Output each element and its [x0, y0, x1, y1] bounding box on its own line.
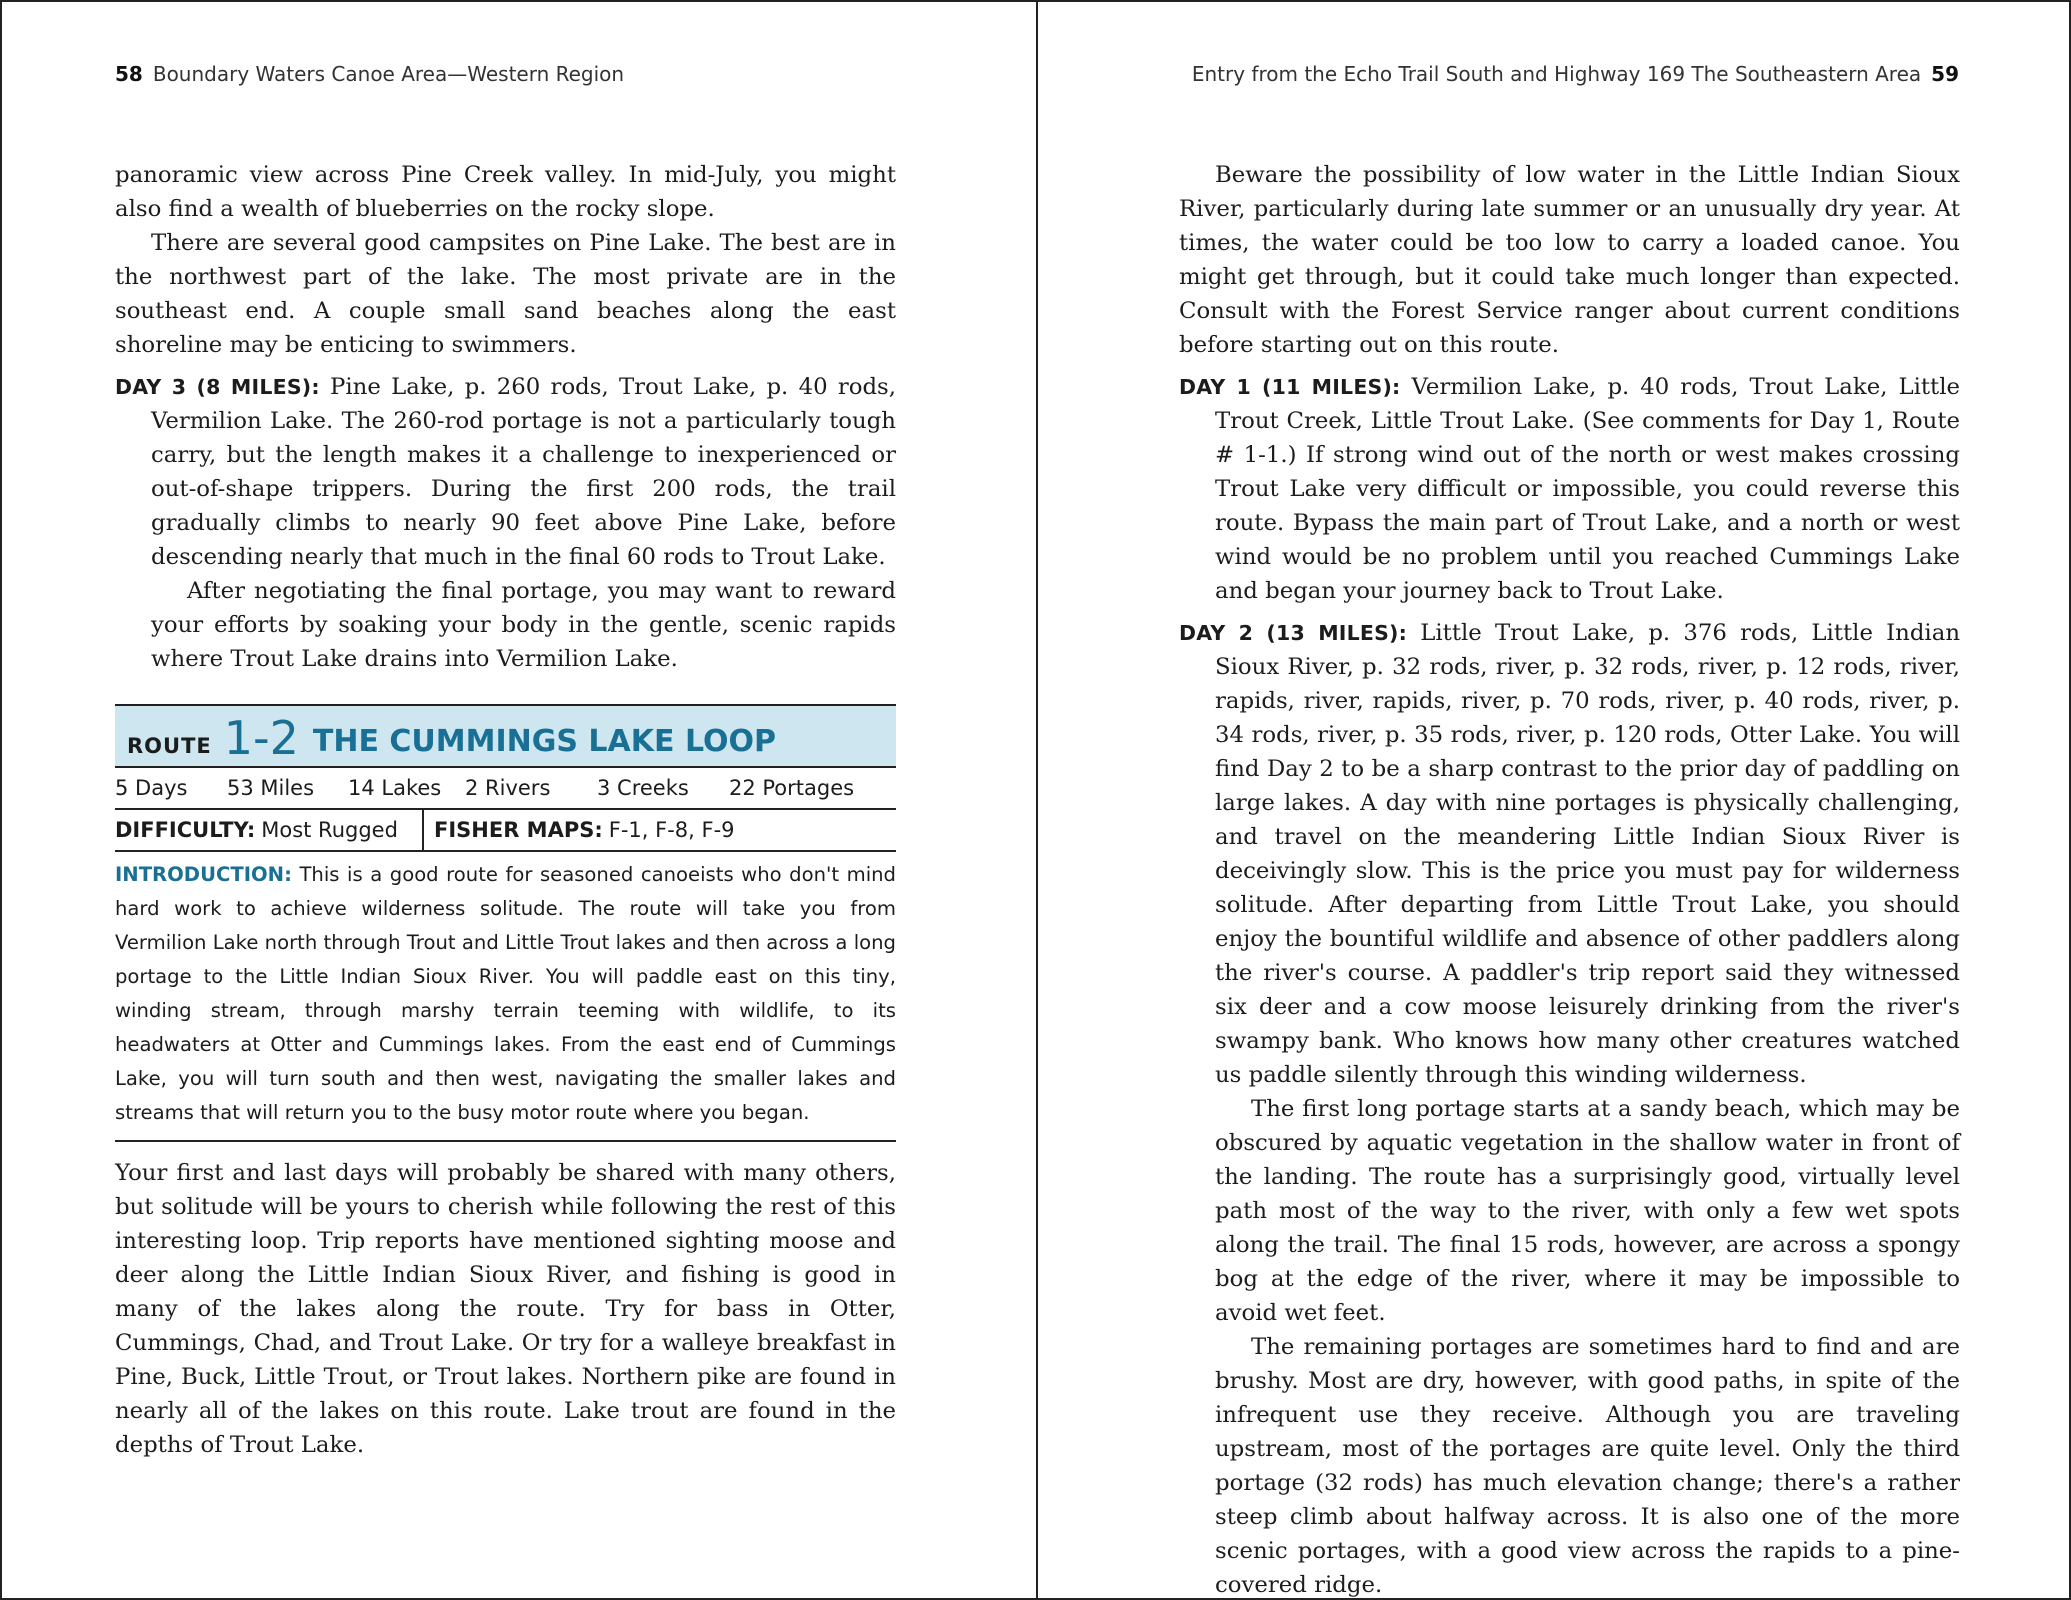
route-number: 1-2: [223, 711, 299, 765]
stat-days: 5 Days: [115, 776, 188, 800]
day-2-entry: [1179, 616, 1960, 1092]
route-stats: [115, 766, 896, 810]
left-opening-text: [115, 158, 896, 362]
route-title-bar: [115, 706, 896, 766]
right-page-number: 59: [1931, 62, 1959, 86]
day-2-label: DAY 2 (13 MILES):: [1179, 621, 1408, 645]
day-3-continuation: [115, 574, 896, 676]
stat-creeks: 3 Creeks: [597, 776, 689, 800]
right-running-head-text: Entry from the Echo Trail South and Highway 169 The Southeastern Area: [1191, 62, 1922, 86]
paragraph: The first long portage starts at a sandy beach, which may be obscured by aquatic vegetation in the shallow water in front of the landing. The route has a surprisingly good, virtually level path most of the way to the river, with only a few wet spots along the trail. The final 15 rods, however, are across a spongy bog at the edge of the river, where it may be impossible to avoid wet feet.: [1215, 1096, 1960, 1326]
left-running-head: [115, 62, 624, 86]
left-closing-text: [115, 1156, 896, 1462]
difficulty-cell: [115, 810, 424, 850]
paragraph: There are several good campsites on Pine Lake. The best are in the northwest part of the lake. The most private are in the southeast end. A couple small sand beaches along the east shoreline may be enticing to swimmers.: [115, 230, 896, 358]
paragraph: Your first and last days will probably be shared with many others, but solitude will be yours to cherish while following the rest of this interesting loop. Trip reports have mentioned sighting moose and deer along the Little Indian Sioux River, and fishing is good in many of the lakes along the route. Try for bass in Otter, Cummings, Chad, and Trout Lake. Or try for a walleye breakfast in Pine, Buck, Little Trout, or Trout lakes. Northern pike are found in nearly all of the lakes on this route. Lake trout are found in the depths of Trout Lake.: [115, 1160, 896, 1458]
day-3-entry: [115, 370, 896, 574]
right-running-head: [1192, 62, 1959, 86]
paragraph: After negotiating the final portage, you may want to reward your efforts by soaking your body in the gentle, scenic rapids where Trout Lake drains into Vermilion Lake.: [151, 578, 896, 672]
day-2-continuation: [1179, 1092, 1960, 1600]
right-text-column: [1179, 158, 1960, 1600]
paragraph: The remaining portages are sometimes hard to find and are brushy. Most are dry, however, with good paths, in spite of the infrequent use they receive. Although you are traveling upstream, most of the portages are quite level. Only the third portage (32 rods) has much elevation change; there's a rather steep climb about halfway across. It is also one of the more scenic portages, with a good view across the rapids to a pine-covered ridge.: [1215, 1334, 1960, 1598]
stat-rivers: 2 Rivers: [465, 776, 551, 800]
left-running-head-text: Boundary Waters Canoe Area—Western Region: [152, 62, 625, 86]
stat-portages: 22 Portages: [729, 776, 855, 800]
introduction-text: This is a good route for seasoned canoeists who don't mind hard work to achieve wilderness solitude. The route will take you from Vermilion Lake north through Trout and Little Trout lakes and then across a long portage to the Little Indian Sioux River. You will paddle east on this tiny, winding stream, through marshy terrain teeming with wildlife, to its headwaters at Otter and Cummings lakes. From the east end of Cummings Lake, you will turn south and then west, navigating the smaller lakes and streams that will return you to the busy motor route where you began.: [115, 863, 896, 1124]
maps-label: FISHER MAPS:: [434, 818, 603, 842]
maps-cell: [424, 810, 735, 850]
left-page: [2, 2, 1036, 1600]
route-word: ROUTE: [127, 734, 212, 758]
route-introduction: [115, 852, 896, 1142]
right-opening-text: [1179, 158, 1960, 362]
difficulty-value: Most Rugged: [261, 818, 398, 842]
introduction-label: INTRODUCTION:: [115, 863, 292, 886]
day-3-label: DAY 3 (8 MILES):: [115, 375, 320, 399]
left-page-number: 58: [115, 62, 143, 86]
paragraph: Beware the possibility of low water in the Little Indian Sioux River, particularly during late summer or an unusually dry year. At times, the water could be too low to carry a loaded canoe. You might get through, but it could take much longer than expected. Consult with the Forest Service ranger about current conditions before starting out on this route.: [1179, 162, 1960, 358]
maps-value: F-1, F-8, F-9: [608, 818, 735, 842]
left-text-column: [115, 158, 896, 1462]
difficulty-label: DIFFICULTY:: [115, 818, 256, 842]
day-1-label: DAY 1 (11 MILES):: [1179, 375, 1401, 399]
right-page: [1038, 2, 2071, 1600]
route-info-box: [115, 704, 896, 1142]
stat-miles: 53 Miles: [227, 776, 315, 800]
paragraph: panoramic view across Pine Creek valley. In mid-July, you might also find a wealth of blueberries on the rocky slope.: [115, 162, 896, 222]
route-name: THE CUMMINGS LAKE LOOP: [312, 724, 776, 759]
day-1-text: Vermilion Lake, p. 40 rods, Trout Lake, Little Trout Creek, Little Trout Lake. (See comments for Day 1, Route # 1-1.) If strong wind out of the north or west makes crossing Trout Lake very difficult or impossible, you could reverse this route. Bypass the main part of Trout Lake, and a north or west wind would be no problem until you reached Cummings Lake and began your journey back to Trout Lake.: [1215, 374, 1960, 604]
day-3-text: Pine Lake, p. 260 rods, Trout Lake, p. 40 rods, Vermilion Lake. The 260-rod portage is not a particularly tough carry, but the length makes it a challenge to inexperienced or out-of-shape trippers. During the first 200 rods, the trail gradually climbs to nearly 90 feet above Pine Lake, before descending nearly that much in the final 60 rods to Trout Lake.: [151, 374, 897, 570]
day-2-text: Little Trout Lake, p. 376 rods, Little Indian Sioux River, p. 32 rods, river, p. 32 rods, river, p. 12 rods, river, rapids, river, rapids, river, p. 70 rods, river, p. 40 rods, river, p. 34 rods, river, p. 35 rods, river, p. 120 rods, Otter Lake. You will find Day 2 to be a sharp contrast to the prior day of paddling on large lakes. A day with nine portages is physically challenging, and travel on the meandering Little Indian Sioux River is deceivingly slow. This is the price you must pay for wilderness solitude. After departing from Little Trout Lake, you should enjoy the bountiful wildlife and absence of other paddlers along the river's course. A paddler's trip report said they witnessed six deer and a cow moose leisurely drinking from the river's swampy bank. Who knows how many other creatures watched us paddle silently through this winding wilderness.: [1215, 620, 1960, 1088]
stat-lakes: 14 Lakes: [348, 776, 442, 800]
route-meta: [115, 810, 896, 852]
day-1-entry: [1179, 370, 1960, 608]
